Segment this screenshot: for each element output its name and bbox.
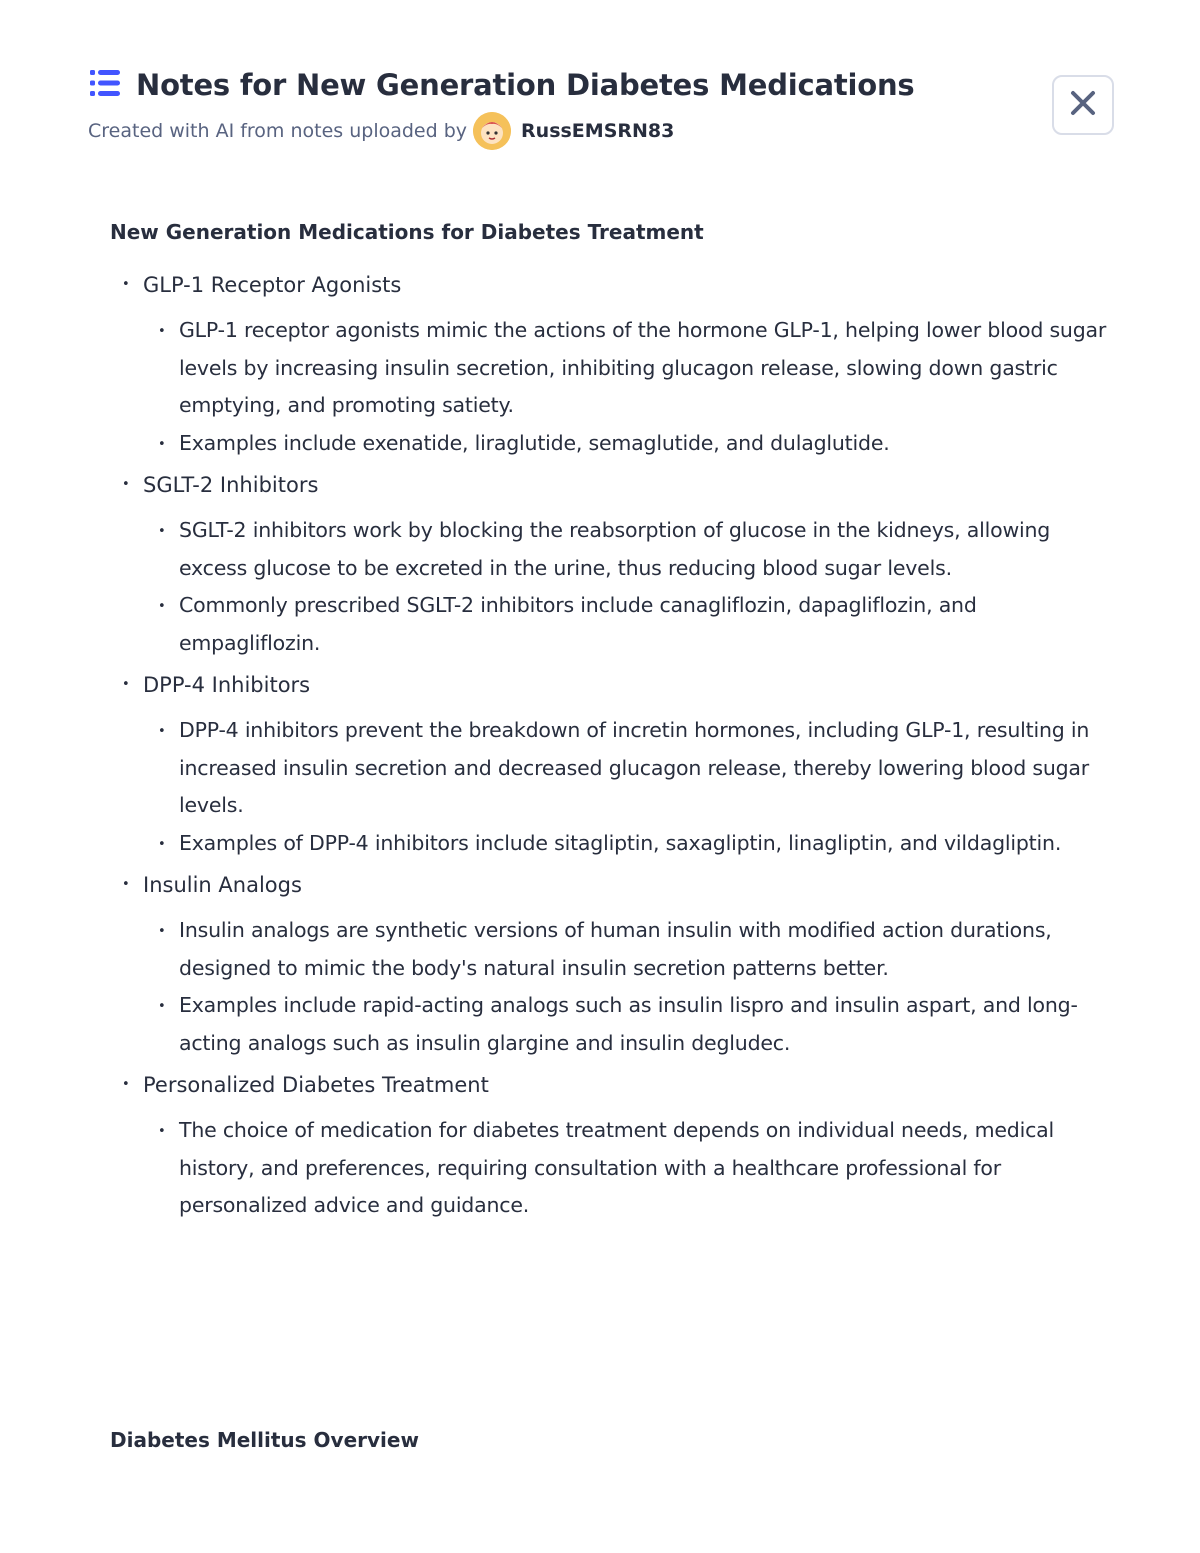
list-item: [110, 1070, 1110, 1225]
point-list: [143, 1112, 1110, 1225]
list-item: • Commonly prescribed SGLT-2 inhibitors include canagliflozin, dapagliflozin, and empagliflozin.: [143, 587, 1110, 662]
list-item: [110, 270, 1110, 462]
title-row: [88, 66, 1128, 104]
list-item: • GLP-1 receptor agonists mimic the actions of the hormone GLP-1, helping lower blood sugar levels by increasing insulin secretion, inhibiting glucagon release, slowing down gastric emptying, and promoting satiety.: [143, 312, 1110, 425]
username-link[interactable]: RussEMSRN83: [521, 120, 675, 142]
list-item: • Examples include exenatide, liraglutide, semaglutide, and dulaglutide.: [143, 425, 1110, 463]
user-avatar[interactable]: [473, 112, 511, 150]
list-item: • Insulin analogs are synthetic versions of human insulin with modified action durations, designed to mimic the body's natural insulin secretion patterns better.: [143, 912, 1110, 987]
list-item: [110, 870, 1110, 1062]
point-list: [143, 312, 1110, 462]
list-item: • Examples of DPP-4 inhibitors include sitagliptin, saxagliptin, linagliptin, and vildagliptin.: [143, 825, 1110, 863]
list-item: • SGLT-2 inhibitors work by blocking the reabsorption of glucose in the kidneys, allowing excess glucose to be excreted in the urine, thus reducing blood sugar levels.: [143, 512, 1110, 587]
list-item: [110, 470, 1110, 662]
notes-list-icon: [88, 66, 136, 104]
creator-line: [88, 112, 1128, 150]
topic-title: DPP-4 Inhibitors: [143, 673, 311, 697]
list-item: [110, 670, 1110, 862]
page-title: Notes for New Generation Diabetes Medications: [136, 68, 915, 102]
point-list: [143, 512, 1110, 662]
notes-header: [88, 66, 1128, 150]
list-item: • The choice of medication for diabetes treatment depends on individual needs, medical history, and preferences, requiring consultation with a healthcare professional for personalized advice and guidance.: [143, 1112, 1110, 1225]
point-list: [143, 712, 1110, 862]
topic-title: SGLT-2 Inhibitors: [143, 473, 319, 497]
topic-title: Insulin Analogs: [143, 873, 302, 897]
topic-list: [110, 270, 1110, 1225]
topic-title: GLP-1 Receptor Agonists: [143, 273, 402, 297]
point-list: [143, 912, 1110, 1062]
created-with-text: Created with AI from notes uploaded by: [88, 120, 468, 142]
section-heading: Diabetes Mellitus Overview: [110, 1428, 419, 1452]
list-item: • Examples include rapid-acting analogs such as insulin lispro and insulin aspart, and long-acting analogs such as insulin glargine and insulin degludec.: [143, 987, 1110, 1062]
close-button[interactable]: [1052, 75, 1114, 135]
close-icon: [1069, 89, 1097, 121]
notes-content: [110, 220, 1110, 1233]
section-2: [110, 1428, 419, 1452]
list-item: • DPP-4 inhibitors prevent the breakdown of incretin hormones, including GLP-1, resulting in increased insulin secretion and decreased glucagon release, thereby lowering blood sugar levels.: [143, 712, 1110, 825]
topic-title: Personalized Diabetes Treatment: [143, 1073, 489, 1097]
section-heading: New Generation Medications for Diabetes Treatment: [110, 220, 704, 244]
